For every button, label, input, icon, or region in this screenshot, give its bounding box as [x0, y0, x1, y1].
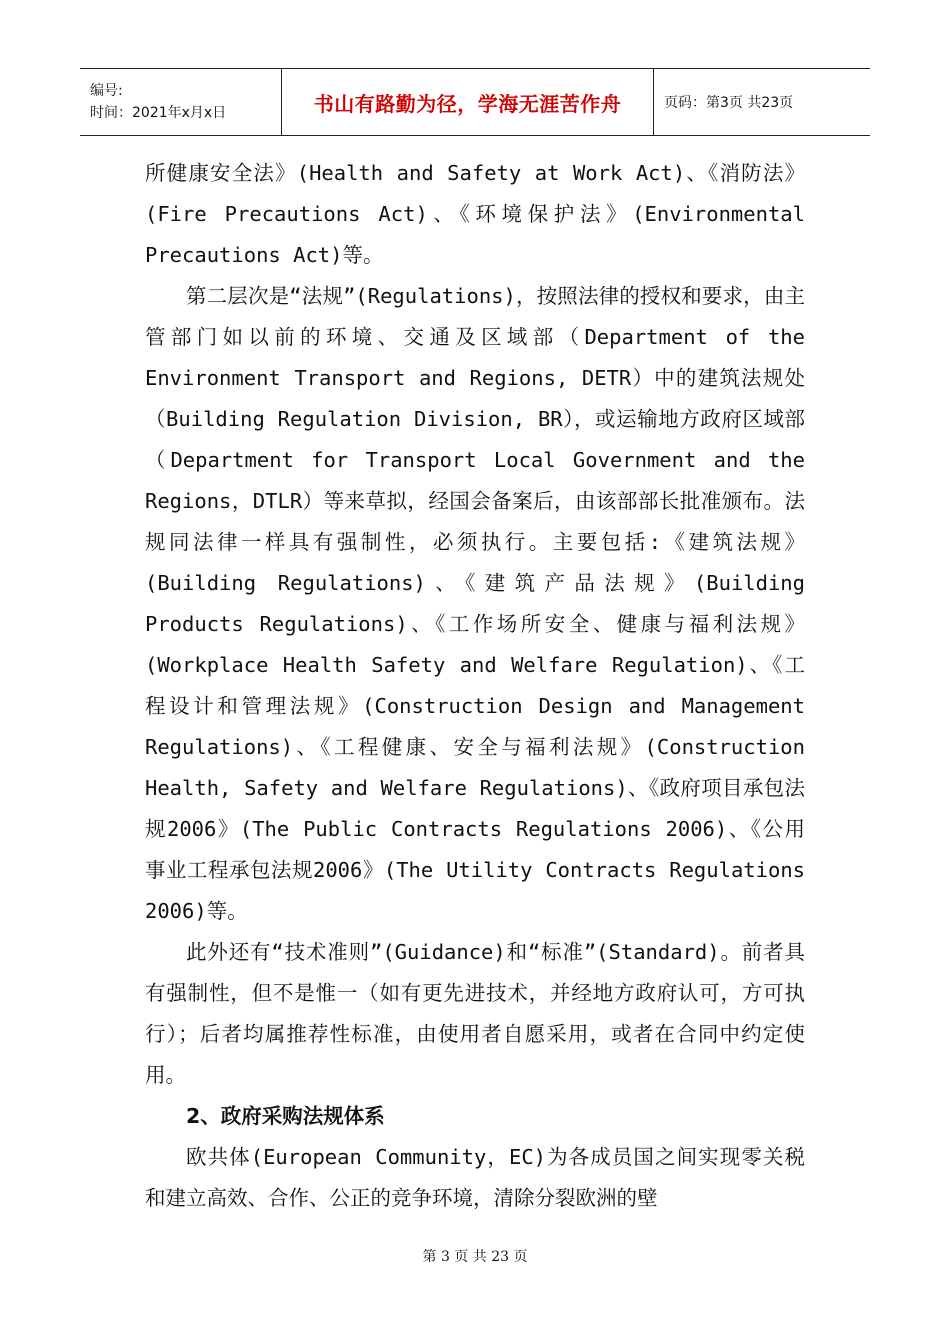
section-heading: 2、政府采购法规体系: [186, 1104, 385, 1128]
body-paragraph: 第二层次是“法规”(Regulations)，按照法律的授权和要求，由主管部门如以前的环境、交通及区域部（Department of the Environment Transport and Regions, DETR）中的建筑法规处（Building Regulation Division, BR），或运输地方政府区域部（Department for Transport Local Government and the Regions，DTLR）等来草拟，经国会备案后，由该部部长批准颁布。法规同法律一样具有强制性，必须执行。主要包括:《建筑法规》(Building Regulations)、《建筑产品法规》(Building Products Regulations)、《工作场所安全、健康与福利法规》(Workplace Health Safety and Welfare Regulation)、《工程设计和管理法规》(Construction Design and Management Regulations)、《工程健康、安全与福利法规》(Construction Health, Safety and Welfare Regulations)、《政府项目承包法规2006》(The Public Contracts Regulations 2006)、《公用事业工程承包法规2006》(The Utility Contracts Regulations 2006)等。: [145, 284, 805, 923]
header-motto: 书山有路勤为径，学海无涯苦作舟: [313, 91, 622, 116]
document-time-label: 时间：2021年x月x日: [90, 105, 227, 121]
header-meta: [80, 69, 282, 135]
page-header: [80, 68, 870, 136]
body-paragraph: 所健康安全法》(Health and Safety at Work Act)、《消防法》(Fire Precautions Act)、《环境保护法》(Environmental Precautions Act)等。: [145, 161, 805, 267]
body-paragraph: 此外还有“技术准则”(Guidance)和“标准”(Standard)。前者具有强制性，但不是惟一（如有更先进技术，并经地方政府认可，方可执行）；后者均属推荐性标准，由使用者自愿采用，或者在合同中约定使用。: [145, 940, 805, 1087]
header-page-label: 页码：第3页 共23页: [664, 95, 794, 111]
header-motto-cell: [282, 69, 654, 135]
header-page-cell: [654, 69, 870, 135]
document-number-label: 编号:: [90, 83, 123, 99]
body-paragraph: 欧共体(European Community，EC)为各成员国之间实现零关税和建立高效、合作、公正的竞争环境，清除分裂欧洲的壁: [145, 1145, 805, 1210]
document-body: [145, 153, 805, 1219]
page-footer: 第 3 页 共 23 页: [422, 1249, 528, 1265]
